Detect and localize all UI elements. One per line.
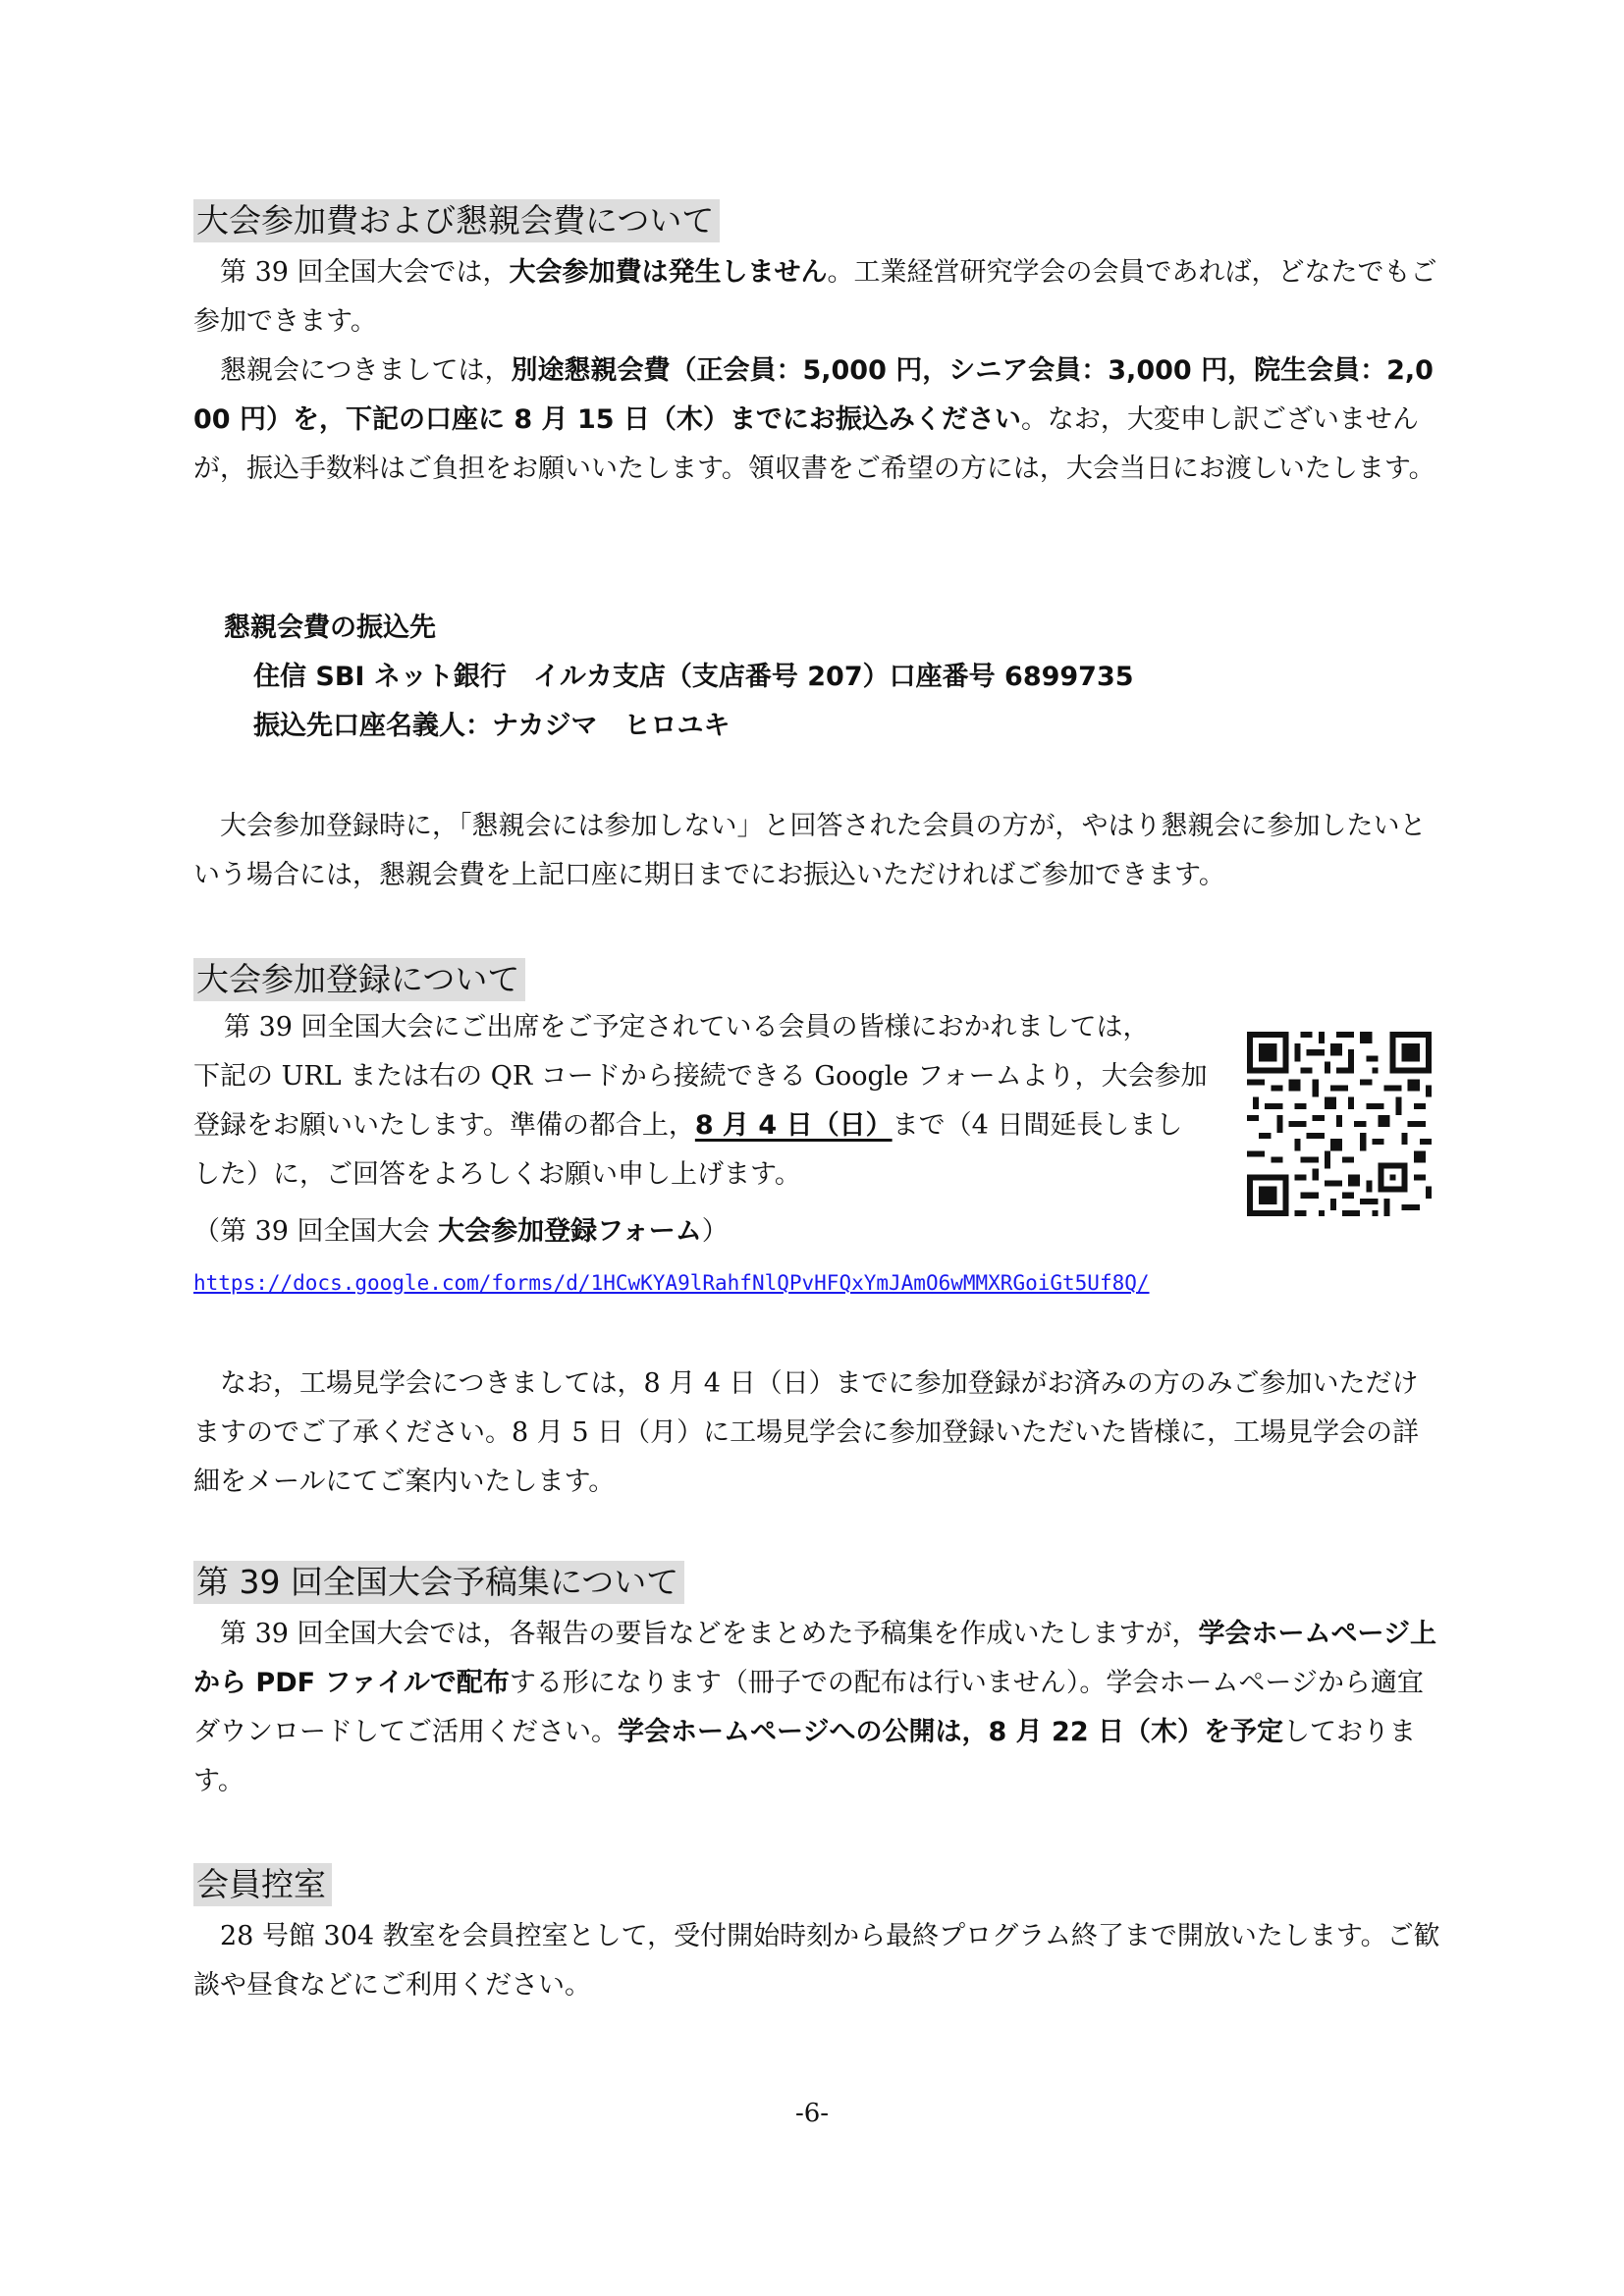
section-heading-fees: 大会参加費および懇親会費について — [193, 199, 720, 242]
bank-title: 懇親会費の振込先 — [224, 613, 436, 643]
qr-code — [1241, 1026, 1437, 1222]
bank-account-holder: 振込先口座名義人：ナカジマ ヒロユキ — [253, 711, 731, 741]
fees-paragraph-3: 大会参加登録時に，「懇親会には参加しない」と回答された会員の方が，やはり懇親会に参加したいという場合には，懇親会費を上記口座に期日までにお振込いただければご参加できます。 — [193, 811, 1427, 890]
page-number: -6- — [794, 2099, 830, 2128]
section-heading-proceedings: 第 39 回全国大会予稿集について — [193, 1561, 684, 1604]
registration-line-3: 登録をお願いいたします。準備の都合上，8 月 4 日（日）まで（4 日間延長しまし — [193, 1110, 1183, 1141]
bank-account-line: 住信 SBI ネット銀行 イルカ支店（支店番号 207）口座番号 6899735 — [253, 662, 1134, 692]
proceedings-paragraph: 第 39 回全国大会では，各報告の要旨などをまとめた予稿集を作成いたしますが，学会ホームページ上から PDF ファイルで配布する形になります（冊子での配布は行いません）。学会ホームページから適宜ダウンロードしてご活用ください。学会ホームページへの公開は，8 月 22 日（木）を予定しております。 — [193, 1619, 1436, 1796]
registration-line-2: 下記の URL または右の QR コードから接続できる Google フォームより，大会参加 — [193, 1061, 1208, 1092]
registration-form-link[interactable]: https://docs.google.com/forms/d/1HCwKYA9lRahfNlQPvHFQxYmJAmO6wMMXRGoiGt5Uf8Q/ — [193, 1271, 1150, 1295]
registration-form-title: （第 39 回全国大会 大会参加登録フォーム） — [193, 1216, 729, 1247]
registration-paragraph-tour: なお，工場見学会につきましては，8 月 4 日（日）までに参加登録がお済みの方のみご参加いただけますのでご了承ください。8 月 5 日（月）に工場見学会に参加登録いただいた皆様に，工場見学会の詳細をメールにてご案内いたします。 — [193, 1368, 1420, 1497]
section-heading-registration: 大会参加登録について — [193, 958, 525, 1001]
registration-line-1: 第 39 回全国大会にご出席をご予定されている会員の皆様におかれましては， — [224, 1012, 1150, 1042]
lounge-paragraph: 28 号館 304 教室を会員控室として，受付開始時刻から最終プログラム終了まで開放いたします。ご歓談や昼食などにご利用ください。 — [193, 1921, 1440, 2001]
fees-paragraph-2: 懇親会につきましては，別途懇親会費（正会員：5,000 円，シニア会員：3,000 円，院生会員：2,000 円）を，下記の口座に 8 月 15 日（木）までにお振込みください。なお，大変申し訳ございませんが，振込手数料はご負担をお願いいたします。領収書をご希望の方には，大会当日にお渡しいたします。 — [193, 355, 1435, 484]
section-heading-lounge: 会員控室 — [193, 1863, 332, 1906]
registration-deadline: 8 月 4 日（日） — [694, 1110, 893, 1141]
registration-line-4: した）に，ご回答をよろしくお願い申し上げます。 — [193, 1159, 801, 1190]
fees-paragraph-1: 第 39 回全国大会では，大会参加費は発生しません。工業経営研究学会の会員であれば，どなたでもご参加できます。 — [193, 257, 1437, 337]
